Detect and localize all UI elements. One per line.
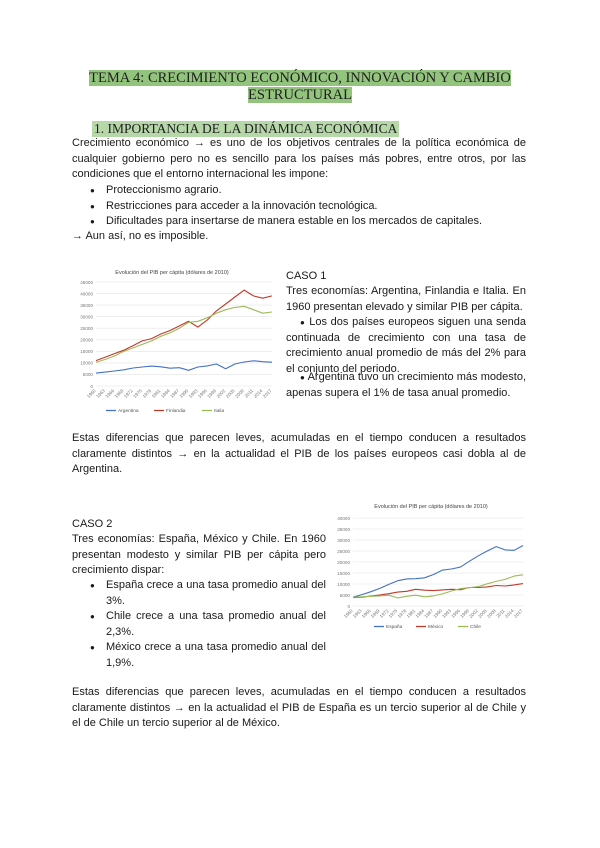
x-tick-label: 1975 [132, 388, 144, 399]
list-item: ● México crece a una tasa promedio anual del 1,9%. [88, 640, 326, 671]
list-item: ● España crece a una tasa promedio anual del 3%. [88, 578, 326, 609]
legend-label: Argentina [118, 409, 139, 414]
x-tick-label: 1993 [441, 608, 453, 619]
x-tick-label: 1963 [351, 608, 363, 619]
y-tick-label: 20000 [337, 559, 350, 565]
y-tick-label: 5000 [339, 592, 350, 598]
series-line-españa [353, 546, 523, 598]
x-tick-label: 1963 [95, 388, 106, 399]
case2-bullet-list [88, 578, 326, 671]
x-tick-label: 2002 [468, 608, 479, 619]
y-tick-label: 5000 [82, 372, 93, 378]
section-intro: Crecimiento económico → es uno de los objetivos centrales de la política económica de cualquier gobierno pero no es sencillo para los países más pobres, entre otros, por las condiciones que el entorno internacional les impone: [72, 137, 526, 180]
y-tick-label: 40000 [337, 515, 350, 521]
y-tick-label: 0 [90, 383, 93, 389]
case1-text: Tres economías: Argentina, Finlandia e Italia. En 1960 presentan elevado y similar PIB per cápita. [286, 285, 526, 313]
y-tick-label: 35000 [80, 302, 93, 308]
x-tick-label: 1966 [360, 608, 372, 619]
x-tick-label: 1984 [160, 388, 171, 399]
x-tick-label: 2011 [495, 608, 506, 619]
x-tick-label: 1984 [414, 608, 426, 619]
chart-svg [66, 266, 278, 416]
case2-text: Tres economías: España, México y Chile. En 1960 presentan modesto y similar PIB per cápita pero crecimiento dispar: [72, 533, 326, 576]
y-tick-label: 10000 [80, 360, 93, 366]
y-tick-label: 0 [347, 603, 350, 609]
case2-heading: CASO 2 [72, 518, 113, 530]
case1-heading: CASO 1 [286, 270, 327, 282]
list-item: ● Dificultades para insertarse de manera estable en los mercados de capitales. [88, 214, 528, 230]
chart-title: Evolución del PIB per cápita (dólares de 2010) [374, 504, 488, 510]
x-tick-label: 2002 [215, 388, 227, 399]
page-title: TEMA 4: CRECIMIENTO ECONÓMICO, INNOVACIÓN Y CAMBIO ESTRUCTURAL [89, 70, 511, 103]
y-tick-label: 20000 [80, 337, 93, 343]
x-tick-label: 1960 [342, 608, 354, 619]
legend-label: España [386, 625, 403, 630]
legend-label: Italia [214, 409, 225, 414]
x-tick-label: 2011 [243, 388, 255, 399]
bullet-icon: ● [300, 318, 306, 327]
chart-case1 [66, 266, 278, 416]
x-tick-label: 1999 [206, 388, 218, 399]
legend-label: Finlandia [166, 409, 186, 414]
legend-label: Chile [470, 625, 481, 630]
section-conclusion: → Aun así, no es imposible. [72, 230, 209, 242]
series-line-italia [96, 306, 272, 362]
section-bullet-list [88, 183, 528, 230]
x-tick-label: 1993 [187, 388, 199, 399]
series-line-chile [353, 575, 523, 598]
section-heading: 1. IMPORTANCIA DE LA DINÁMICA ECONÓMICA [94, 121, 398, 136]
y-tick-label: 15000 [80, 349, 93, 355]
chart-title: Evolución del PIB per cápita (dólares de 2010) [115, 270, 229, 276]
x-tick-label: 1990 [432, 608, 444, 619]
x-tick-label: 1999 [459, 608, 471, 619]
x-tick-label: 1990 [178, 388, 190, 399]
x-tick-label: 2017 [261, 388, 273, 399]
x-tick-label: 1969 [369, 608, 381, 619]
y-tick-label: 45000 [80, 279, 93, 285]
list-item: ● Chile crece a una tasa promedio anual del 2,3%. [88, 609, 326, 640]
x-tick-label: 1960 [85, 388, 97, 399]
x-tick-label: 2008 [486, 608, 497, 619]
legend-label: México [428, 625, 444, 630]
y-tick-label: 40000 [80, 291, 93, 297]
x-tick-label: 2014 [252, 388, 264, 399]
x-tick-label: 1996 [197, 388, 208, 399]
list-item: ● Proteccionismo agrario. [88, 183, 528, 199]
x-tick-label: 1978 [396, 608, 408, 619]
x-tick-label: 1969 [113, 388, 125, 399]
case2-conclusion: Estas diferencias que parecen leves, acumuladas en el tiempo conducen a resultados claramente distintos → en la actualidad el PIB de España es un tercio superior al de Chile y el de Chile un tercio superior al de México. [72, 686, 526, 729]
x-tick-label: 2014 [503, 608, 515, 619]
x-tick-label: 1966 [104, 388, 116, 399]
x-tick-label: 2008 [234, 388, 245, 399]
chart-case2 [333, 500, 529, 632]
x-tick-label: 1978 [141, 388, 153, 399]
x-tick-label: 1996 [450, 608, 462, 619]
list-item: ● Restricciones para acceder a la innovación tecnológica. [88, 199, 528, 215]
x-tick-label: 1972 [378, 608, 390, 619]
x-tick-label: 1972 [122, 388, 134, 399]
y-tick-label: 25000 [80, 326, 93, 332]
bullet-icon: ● [300, 373, 305, 382]
x-tick-label: 2017 [512, 608, 524, 619]
case1-bullet-1: ● Los dos países europeos siguen una senda continuada de crecimiento con una tasa de crecimiento anual promedio de más del 2% para el conjunto del periodo. [286, 316, 526, 375]
x-tick-label: 1981 [150, 388, 162, 399]
chart-svg [333, 500, 529, 632]
y-tick-label: 30000 [337, 537, 350, 543]
y-tick-label: 15000 [337, 570, 350, 576]
y-tick-label: 35000 [337, 526, 350, 532]
x-tick-label: 1987 [169, 388, 181, 399]
x-tick-label: 2005 [477, 608, 488, 619]
case1-conclusion: Estas diferencias que parecen leves, acumuladas en el tiempo conducen a resultados claramente distintos → en la actualidad el PIB de los países europeos casi dobla al de Argentina. [72, 432, 526, 475]
y-tick-label: 30000 [80, 314, 93, 320]
y-tick-label: 25000 [337, 548, 350, 554]
x-tick-label: 1981 [405, 608, 417, 619]
x-tick-label: 1987 [423, 608, 435, 619]
case1-bullet-2: ● Argentina tuvo un crecimiento más modesto, apenas supera el 1% de tasa anual promedio. [286, 371, 526, 399]
x-tick-label: 1975 [387, 608, 399, 619]
x-tick-label: 2005 [224, 388, 236, 399]
y-tick-label: 10000 [337, 581, 350, 587]
